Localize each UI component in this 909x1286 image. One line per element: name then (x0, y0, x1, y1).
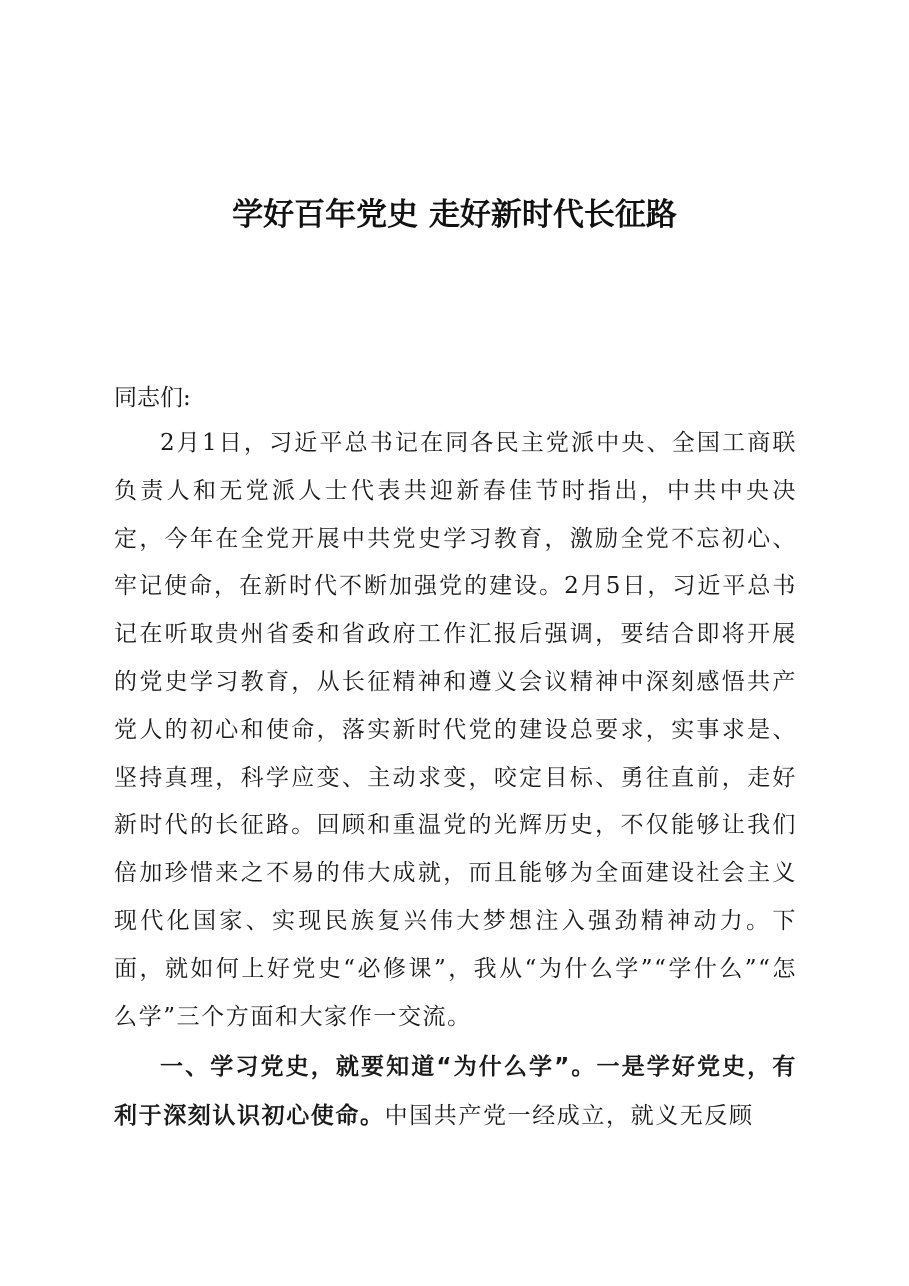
document-title: 学好百年党史 走好新时代长征路 (232, 197, 677, 233)
paragraph-text: 中国共产党一经成立，就义无反顾 (384, 1102, 754, 1129)
section-paragraph (114, 1043, 797, 1141)
body-paragraph: 2月1日，习近平总书记在同各民主党派中央、全国工商联负责人和无党派人士代表共迎新春佳节时指出，中共中央决定，今年在全党开展中共党史学习教育，激励全党不忘初心、牢记使命，在新时代不断加强党的建设。2月5日，习近平总书记在听取贵州省委和省政府工作汇报后强调，要结合即将开展的党史学习教育，从长征精神和遵义会议精神中深刻感悟共产党人的初心和使命，落实新时代党的建设总要求，实事求是、坚持真理，科学应变、主动求变，咬定目标、勇往直前，走好新时代的长征路。回顾和重温党的光辉历史，不仅能够让我们倍加珍惜来之不易的伟大成就，而且能够为全面建设社会主义现代化国家、实现民族复兴伟大梦想注入强劲精神动力。下面，就如何上好党史“必修课”，我从“为什么学”“学什么”“怎么学”三个方面和大家作一交流。 (114, 430, 797, 1030)
section-heading: 一、学习党史，就要知道“为什么学”。 (160, 1054, 597, 1080)
point-heading: 一是学好党史，有利于深刻认识初心使命。 (114, 1053, 797, 1129)
salutation: 同志们: (114, 385, 191, 411)
